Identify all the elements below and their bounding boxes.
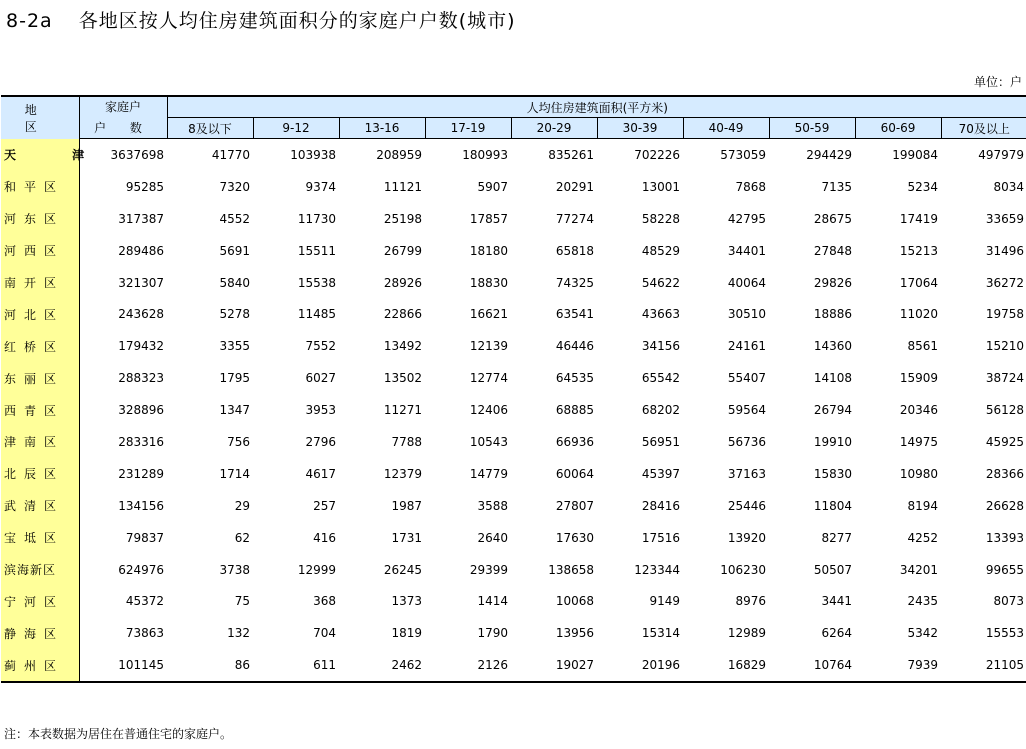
table-row xyxy=(1,585,1026,617)
bin-value: 59564 xyxy=(727,403,766,418)
bin-value: 41770 xyxy=(211,147,250,162)
bin-value: 65542 xyxy=(641,371,680,386)
bin-value: 12989 xyxy=(727,626,766,641)
households-value: 328896 xyxy=(118,403,164,418)
bin-value: 55407 xyxy=(727,371,766,386)
bin-value: 1987 xyxy=(391,498,422,513)
bin-value: 10980 xyxy=(899,466,938,481)
header-households-line2: 户 数 xyxy=(79,118,167,139)
bin-value: 15909 xyxy=(899,371,938,386)
bin-value: 835261 xyxy=(548,147,594,162)
region-name: 宁河区 xyxy=(1,585,79,617)
households-value: 73863 xyxy=(125,626,164,641)
bin-value: 17857 xyxy=(469,211,508,226)
region-name: 滨海新区 xyxy=(1,554,79,586)
bin-value: 17419 xyxy=(899,211,938,226)
bin-value: 34401 xyxy=(727,243,766,258)
region-name: 西青区 xyxy=(1,394,79,426)
footnote: 注：本表数据为居住在普通住宅的家庭户。 xyxy=(4,727,233,741)
bin-value: 611 xyxy=(253,649,339,682)
bin-value: 68885 xyxy=(555,403,594,418)
households-value: 134156 xyxy=(118,498,164,513)
bin-value: 11485 xyxy=(297,307,336,322)
bin-value: 756 xyxy=(227,434,250,449)
bin-value: 34201 xyxy=(899,562,938,577)
bin-value: 5342 xyxy=(907,626,938,641)
households-value: 101145 xyxy=(79,649,167,682)
bin-value: 42795 xyxy=(727,211,766,226)
header-bin: 50-59 xyxy=(769,118,855,139)
bin-value: 9374 xyxy=(305,179,336,194)
region-name: 河北区 xyxy=(1,298,79,330)
region-name: 宝坻区 xyxy=(1,522,79,554)
bin-value: 62 xyxy=(234,530,250,545)
header-area-group: 人均住房建筑面积(平方米) xyxy=(167,96,1026,118)
bin-value: 702226 xyxy=(634,147,680,162)
bin-value: 28926 xyxy=(383,275,422,290)
bin-value: 2796 xyxy=(305,434,336,449)
bin-value: 18886 xyxy=(813,307,852,322)
bin-value: 15511 xyxy=(297,243,336,258)
bin-value: 1819 xyxy=(391,626,422,641)
table-title: 各地区按人均住房建筑面积分的家庭户户数(城市) xyxy=(78,10,516,32)
bin-value: 11730 xyxy=(297,211,336,226)
header-bin: 8及以下 xyxy=(167,118,253,139)
bin-value: 56951 xyxy=(641,434,680,449)
bin-value: 28675 xyxy=(813,211,852,226)
bin-value: 3588 xyxy=(477,498,508,513)
bin-value: 99655 xyxy=(985,562,1024,577)
header-bin: 40-49 xyxy=(683,118,769,139)
header-region: 地 区 xyxy=(1,96,79,139)
table-row xyxy=(1,203,1026,235)
table-row xyxy=(1,554,1026,586)
bin-value: 20346 xyxy=(899,403,938,418)
bin-value: 63541 xyxy=(555,307,594,322)
region-name: 武清区 xyxy=(1,490,79,522)
bin-value: 68202 xyxy=(641,403,680,418)
region-name: 静海区 xyxy=(1,617,79,649)
bin-value: 18830 xyxy=(469,275,508,290)
bin-value: 1795 xyxy=(219,371,250,386)
bin-value: 13492 xyxy=(383,339,422,354)
region-name: 蓟州区 xyxy=(1,649,79,682)
bin-value: 3355 xyxy=(219,339,250,354)
bin-value: 27807 xyxy=(555,498,594,513)
bin-value: 2126 xyxy=(425,649,511,682)
bin-value: 9149 xyxy=(649,594,680,609)
bin-value: 2435 xyxy=(907,594,938,609)
bin-value: 50507 xyxy=(813,562,852,577)
bin-value: 416 xyxy=(313,530,336,545)
table-row xyxy=(1,267,1026,299)
bin-value: 37163 xyxy=(727,466,766,481)
bin-value: 8561 xyxy=(907,339,938,354)
region-name: 北辰区 xyxy=(1,458,79,490)
bin-value: 15314 xyxy=(641,626,680,641)
bin-value: 5234 xyxy=(907,179,938,194)
header-bin: 30-39 xyxy=(597,118,683,139)
bin-value: 29826 xyxy=(813,275,852,290)
bin-value: 132 xyxy=(227,626,250,641)
page-title xyxy=(6,6,516,33)
bin-value: 30510 xyxy=(727,307,766,322)
bin-value: 7135 xyxy=(821,179,852,194)
bin-value: 4617 xyxy=(305,466,336,481)
table-row xyxy=(1,362,1026,394)
bin-value: 40064 xyxy=(727,275,766,290)
header-bin: 60-69 xyxy=(855,118,941,139)
table-code: 8-2a xyxy=(6,10,53,32)
bin-value: 13001 xyxy=(641,179,680,194)
bin-value: 29399 xyxy=(469,562,508,577)
bin-value: 28416 xyxy=(641,498,680,513)
bin-value: 86 xyxy=(167,649,253,682)
bin-value: 704 xyxy=(313,626,336,641)
bin-value: 26245 xyxy=(383,562,422,577)
bin-value: 12379 xyxy=(383,466,422,481)
region-name: 河东区 xyxy=(1,203,79,235)
bin-value: 19758 xyxy=(985,307,1024,322)
households-value: 95285 xyxy=(125,179,164,194)
bin-value: 36272 xyxy=(985,275,1024,290)
bin-value: 48529 xyxy=(641,243,680,258)
bin-value: 33659 xyxy=(985,211,1024,226)
bin-value: 8073 xyxy=(993,594,1024,609)
bin-value: 46446 xyxy=(555,339,594,354)
table-header xyxy=(1,96,1026,139)
bin-value: 21105 xyxy=(941,649,1026,682)
bin-value: 56736 xyxy=(727,434,766,449)
bin-value: 8034 xyxy=(993,179,1024,194)
bin-value: 5840 xyxy=(219,275,250,290)
bin-value: 12774 xyxy=(469,371,508,386)
bin-value: 7788 xyxy=(391,434,422,449)
bin-value: 20291 xyxy=(555,179,594,194)
bin-value: 8194 xyxy=(907,498,938,513)
bin-value: 27848 xyxy=(813,243,852,258)
households-value: 179432 xyxy=(118,339,164,354)
bin-value: 12406 xyxy=(469,403,508,418)
bin-value: 3441 xyxy=(821,594,852,609)
bin-value: 34156 xyxy=(641,339,680,354)
bin-value: 138658 xyxy=(548,562,594,577)
bin-value: 19910 xyxy=(813,434,852,449)
bin-value: 58228 xyxy=(641,211,680,226)
bin-value: 14360 xyxy=(813,339,852,354)
bin-value: 5691 xyxy=(219,243,250,258)
unit-label: 单位：户 xyxy=(973,75,1022,89)
households-value: 45372 xyxy=(125,594,164,609)
bin-value: 257 xyxy=(313,498,336,513)
bin-value: 3953 xyxy=(305,403,336,418)
bin-value: 25198 xyxy=(383,211,422,226)
bin-value: 294429 xyxy=(806,147,852,162)
header-bin: 20-29 xyxy=(511,118,597,139)
bin-value: 11121 xyxy=(383,179,422,194)
data-table xyxy=(1,95,1026,683)
table-row xyxy=(1,617,1026,649)
region-name: 红桥区 xyxy=(1,330,79,362)
header-households-line1: 家庭户 xyxy=(79,96,167,118)
bin-value: 17516 xyxy=(641,530,680,545)
households-value: 243628 xyxy=(118,307,164,322)
households-value: 321307 xyxy=(118,275,164,290)
bin-value: 64535 xyxy=(555,371,594,386)
bin-value: 106230 xyxy=(720,562,766,577)
table-row xyxy=(1,139,1026,171)
bin-value: 31496 xyxy=(985,243,1024,258)
header-bin: 70及以上 xyxy=(941,118,1026,139)
region-name: 东丽区 xyxy=(1,362,79,394)
households-value: 231289 xyxy=(118,466,164,481)
households-value: 3637698 xyxy=(110,147,164,162)
region-name: 和平区 xyxy=(1,171,79,203)
bin-value: 15213 xyxy=(899,243,938,258)
table-row xyxy=(1,171,1026,203)
table-row xyxy=(1,426,1026,458)
bin-value: 1731 xyxy=(391,530,422,545)
bin-value: 4552 xyxy=(219,211,250,226)
bin-value: 6264 xyxy=(821,626,852,641)
households-value: 317387 xyxy=(118,211,164,226)
households-value: 288323 xyxy=(118,371,164,386)
bin-value: 11804 xyxy=(813,498,852,513)
bin-value: 12999 xyxy=(297,562,336,577)
bin-value: 77274 xyxy=(555,211,594,226)
bin-value: 60064 xyxy=(555,466,594,481)
table-row xyxy=(1,458,1026,490)
bin-value: 45925 xyxy=(985,434,1024,449)
households-value: 283316 xyxy=(118,434,164,449)
bin-value: 28366 xyxy=(985,466,1024,481)
bin-value: 11271 xyxy=(383,403,422,418)
bin-value: 15553 xyxy=(985,626,1024,641)
table-row xyxy=(1,649,1026,682)
bin-value: 1414 xyxy=(477,594,508,609)
bin-value: 29 xyxy=(234,498,250,513)
bin-value: 8277 xyxy=(821,530,852,545)
bin-value: 10068 xyxy=(555,594,594,609)
bin-value: 2462 xyxy=(339,649,425,682)
bin-value: 4252 xyxy=(907,530,938,545)
bin-value: 17630 xyxy=(555,530,594,545)
bin-value: 22866 xyxy=(383,307,422,322)
bin-value: 573059 xyxy=(720,147,766,162)
bin-value: 7868 xyxy=(735,179,766,194)
bin-value: 208959 xyxy=(376,147,422,162)
bin-value: 15538 xyxy=(297,275,336,290)
table-body xyxy=(1,139,1026,683)
bin-value: 14779 xyxy=(469,466,508,481)
bin-value: 3738 xyxy=(219,562,250,577)
bin-value: 5278 xyxy=(219,307,250,322)
header-bin: 13-16 xyxy=(339,118,425,139)
region-name: 河西区 xyxy=(1,235,79,267)
bin-value: 65818 xyxy=(555,243,594,258)
bin-value: 10543 xyxy=(469,434,508,449)
bin-value: 14975 xyxy=(899,434,938,449)
households-value: 289486 xyxy=(118,243,164,258)
bin-value: 16621 xyxy=(469,307,508,322)
bin-value: 180993 xyxy=(462,147,508,162)
table-row xyxy=(1,298,1026,330)
header-bin: 17-19 xyxy=(425,118,511,139)
bin-value: 12139 xyxy=(469,339,508,354)
bin-value: 5907 xyxy=(477,179,508,194)
table-row xyxy=(1,330,1026,362)
bin-value: 10764 xyxy=(769,649,855,682)
bin-value: 103938 xyxy=(290,147,336,162)
bin-value: 13956 xyxy=(555,626,594,641)
bin-value: 26794 xyxy=(813,403,852,418)
bin-value: 1373 xyxy=(391,594,422,609)
bin-value: 13393 xyxy=(985,530,1024,545)
bin-value: 74325 xyxy=(555,275,594,290)
bin-value: 199084 xyxy=(892,147,938,162)
bin-value: 15830 xyxy=(813,466,852,481)
bin-value: 11020 xyxy=(899,307,938,322)
households-value: 79837 xyxy=(125,530,164,545)
bin-value: 1714 xyxy=(219,466,250,481)
households-value: 624976 xyxy=(118,562,164,577)
region-name: 天 津 xyxy=(1,139,79,171)
bin-value: 1347 xyxy=(219,403,250,418)
bin-value: 7552 xyxy=(305,339,336,354)
bin-value: 26628 xyxy=(985,498,1024,513)
bin-value: 75 xyxy=(234,594,250,609)
bin-value: 8976 xyxy=(735,594,766,609)
bin-value: 66936 xyxy=(555,434,594,449)
bin-value: 13920 xyxy=(727,530,766,545)
bin-value: 17064 xyxy=(899,275,938,290)
bin-value: 20196 xyxy=(597,649,683,682)
table-row xyxy=(1,235,1026,267)
bin-value: 38724 xyxy=(985,371,1024,386)
bin-value: 54622 xyxy=(641,275,680,290)
bin-value: 13502 xyxy=(383,371,422,386)
bin-value: 1790 xyxy=(477,626,508,641)
bin-value: 14108 xyxy=(813,371,852,386)
region-name: 南开区 xyxy=(1,267,79,299)
header-bin: 9-12 xyxy=(253,118,339,139)
bin-value: 497979 xyxy=(978,147,1024,162)
bin-value: 19027 xyxy=(511,649,597,682)
table-row xyxy=(1,522,1026,554)
bin-value: 43663 xyxy=(641,307,680,322)
bin-value: 2640 xyxy=(477,530,508,545)
bin-value: 7320 xyxy=(219,179,250,194)
region-name: 津南区 xyxy=(1,426,79,458)
bin-value: 16829 xyxy=(683,649,769,682)
bin-value: 45397 xyxy=(641,466,680,481)
table-row xyxy=(1,394,1026,426)
bin-value: 7939 xyxy=(855,649,941,682)
bin-value: 24161 xyxy=(727,339,766,354)
bin-value: 18180 xyxy=(469,243,508,258)
bin-value: 15210 xyxy=(985,339,1024,354)
bin-value: 25446 xyxy=(727,498,766,513)
bin-value: 368 xyxy=(313,594,336,609)
bin-value: 26799 xyxy=(383,243,422,258)
bin-value: 6027 xyxy=(305,371,336,386)
bin-value: 56128 xyxy=(985,403,1024,418)
bin-value: 123344 xyxy=(634,562,680,577)
table-row xyxy=(1,490,1026,522)
